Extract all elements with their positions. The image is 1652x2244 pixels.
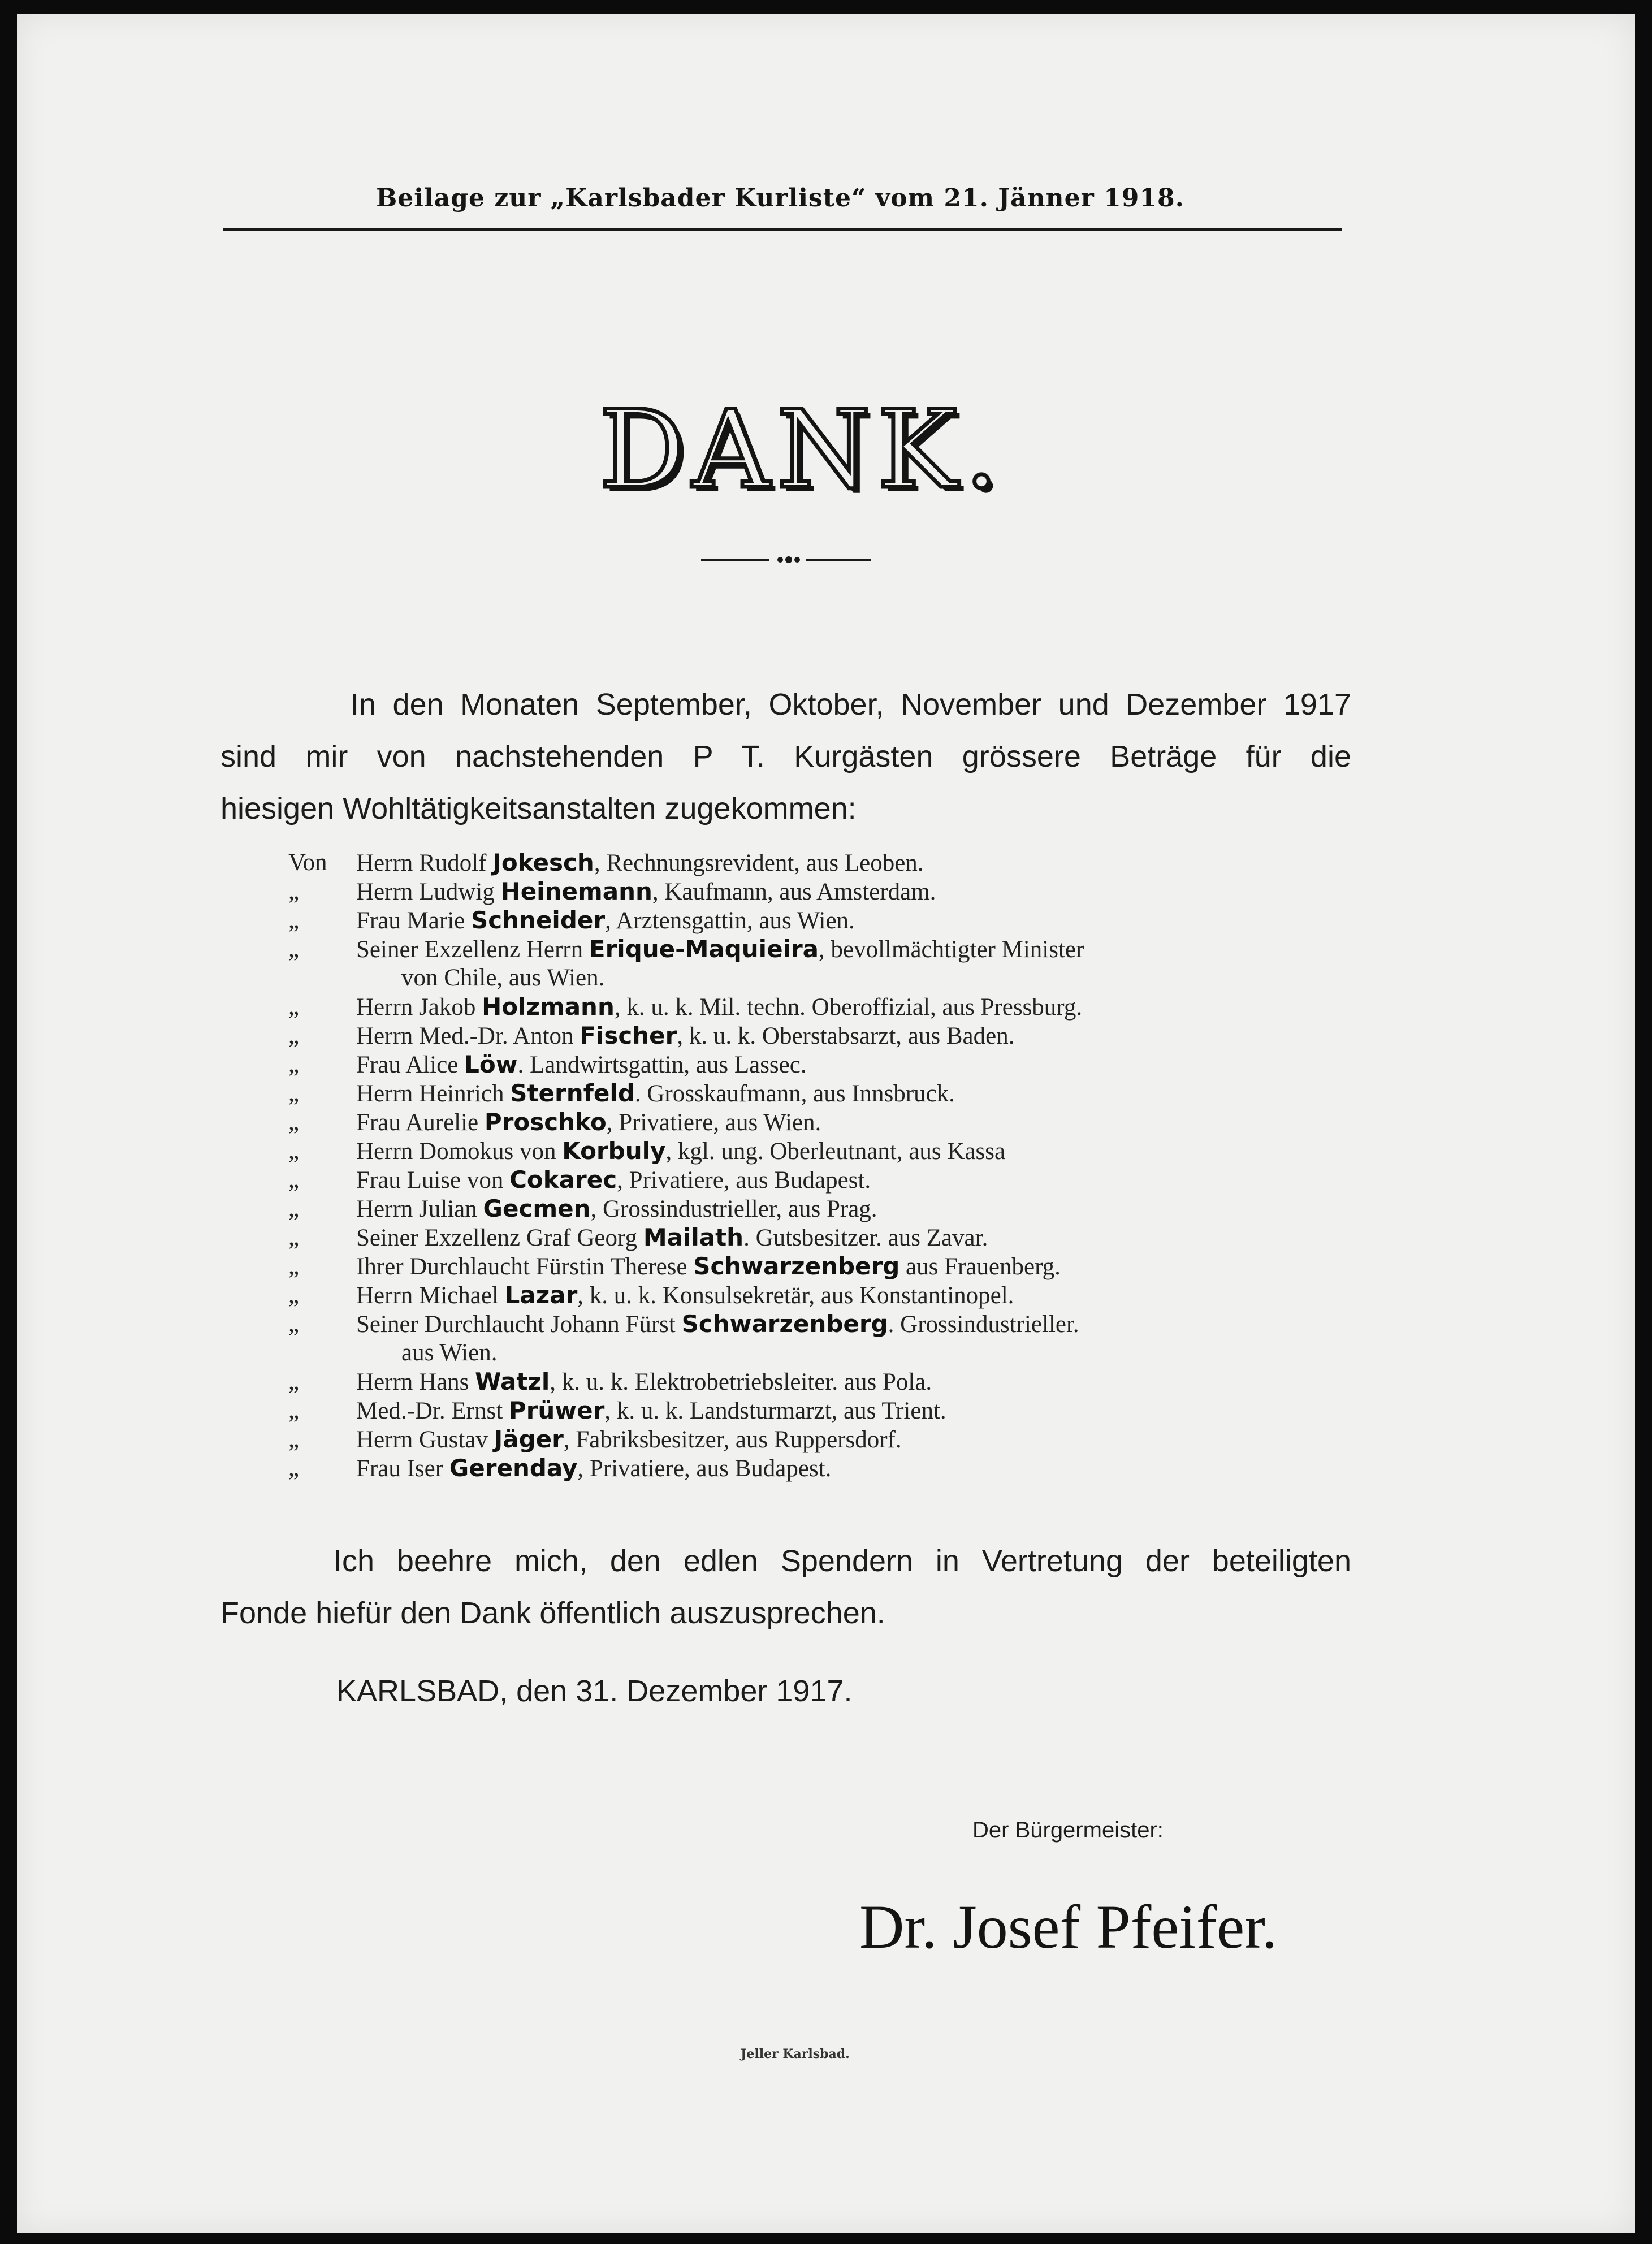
donor-surname: Jokesch [492,849,594,876]
donor-surname: Watzl [475,1368,550,1395]
donor-entry [288,848,1306,877]
donor-prefix: „ [288,907,300,933]
donor-entry [288,1281,1306,1309]
page-title: DANK. [599,387,1006,512]
donor-details: , Fabriksbesitzer, aus Ruppersdorf. [563,1426,902,1453]
intro-line-3: hiesigen Wohltätigkeitsanstalten zugekommen: [220,792,857,825]
donor-title: Herrn Gustav [356,1426,488,1453]
donor-title: Herrn Hans [356,1369,469,1395]
donor-details: , Privatiere, aus Budapest. [577,1455,832,1482]
donor-prefix: „ [288,1051,300,1078]
donor-title: Herrn Heinrich [356,1080,504,1107]
intro-line-1: In den Monaten September, Oktober, November und Dezember 1917 [351,688,1351,721]
donor-entry [288,1194,1306,1223]
donor-details: , Arztensgattin, aus Wien. [605,907,855,934]
intro-line-2: sind mir von nachstehenden P T. Kurgästen grössere Beträge für die [220,740,1351,773]
closing-line-1: Ich beehre mich, den edlen Spendern in Vertretung der beteiligten [334,1544,1351,1578]
donor-details: , bevollmächtigter Minister [819,936,1084,963]
donor-entry [288,1108,1306,1136]
donor-details: . Gutsbesitzer. aus Zavar. [743,1225,988,1251]
signature-name: Dr. Josef Pfeifer. [859,1892,1278,1961]
closing-line-2: Fonde hiefür den Dank öffentlich auszusprechen. [220,1596,885,1630]
donor-details: , Privatiere, aus Wien. [606,1109,821,1136]
donor-title: Frau Marie [356,907,465,934]
donor-title: Frau Aurelie [356,1109,479,1136]
donor-prefix: „ [288,1080,300,1106]
donor-entry [288,1425,1306,1454]
donor-title: Seiner Exzellenz Graf Georg [356,1225,638,1251]
donor-surname: Sternfeld [510,1079,635,1107]
donor-surname: Heinemann [500,877,652,905]
donor-list [288,848,1306,1482]
donor-entry-continuation [288,963,1306,992]
donor-text [356,1136,1005,1166]
donor-entry [288,1252,1306,1281]
donor-prefix: „ [288,1253,300,1279]
donor-text [356,1165,871,1195]
donor-title: Herrn Jakob [356,994,476,1021]
donor-entry [288,906,1306,935]
donor-surname: Schwarzenberg [681,1310,888,1338]
donor-title: Seiner Exzellenz Herrn [356,936,583,963]
donor-surname: Jäger [494,1425,564,1453]
donor-surname: Prüwer [508,1396,605,1424]
document-sheet [17,14,1635,2233]
donor-entry [288,935,1306,963]
donor-prefix: „ [288,1195,300,1222]
donor-title: Med.-Dr. Ernst [356,1398,503,1424]
donor-title: Herrn Med.-Dr. Anton [356,1023,574,1049]
donor-title: Frau Iser [356,1455,444,1482]
donor-surname: Löw [464,1050,518,1078]
donor-details: , Kaufmann, aus Amsterdam. [652,879,936,905]
donor-title: Herrn Michael [356,1282,499,1309]
donor-text [356,1194,877,1223]
donor-surname: Mailath [643,1223,744,1251]
ornament-divider [701,554,871,565]
donor-details: , k. u. k. Oberstabsarzt, aus Baden. [677,1023,1015,1049]
donor-entry [288,1079,1306,1108]
donor-prefix: „ [288,1282,300,1308]
header-rule [223,228,1342,231]
donor-text [356,1454,831,1483]
donor-surname: Korbuly [562,1137,666,1165]
donor-entry [288,1309,1306,1338]
donor-title: Ihrer Durchlaucht Fürstin Therese [356,1253,687,1280]
donor-entry [288,992,1306,1021]
donor-surname: Holzmann [482,993,615,1021]
donor-title: Herrn Rudolf [356,850,487,876]
donor-text [356,1079,955,1108]
signature-label: Der Bürgermeister: [972,1818,1164,1843]
donor-entry [288,1165,1306,1194]
donor-text [356,1050,807,1079]
donor-text [356,1021,1014,1050]
printer-imprint: Jeller Karlsbad. [741,2047,850,2061]
donor-prefix: Von [288,849,327,876]
donor-text [356,1396,946,1425]
donor-details: , Grossindustrieller, aus Prag. [590,1196,877,1222]
donor-text [356,1281,1014,1310]
date-line: KARLSBAD, den 31. Dezember 1917. [336,1674,853,1708]
donor-surname: Schwarzenberg [693,1252,900,1280]
donor-title: Herrn Domokus von [356,1138,556,1165]
donor-continuation: aus Wien. [401,1339,498,1366]
donor-prefix: „ [288,936,300,962]
donor-title: Frau Alice [356,1052,459,1078]
donor-surname: Fischer [580,1022,677,1049]
donor-surname: Erique-Maquieira [589,935,819,963]
donor-prefix: „ [288,1397,300,1424]
closing-paragraph [220,1535,1351,1639]
donor-details: , k. u. k. Elektrobetriebsleiter. aus Pola. [550,1369,932,1395]
donor-details: , k. u. k. Konsulsekretär, aus Konstantinopel. [577,1282,1014,1309]
donor-title: Herrn Julian [356,1196,477,1222]
donor-entry [288,877,1306,906]
donor-text [356,1252,1061,1281]
donor-prefix: „ [288,1138,300,1164]
donor-prefix: „ [288,1368,300,1395]
donor-prefix: „ [288,1426,300,1452]
donor-prefix: „ [288,1311,300,1337]
donor-text [356,1425,902,1454]
donor-text [356,1367,932,1396]
donor-entry [288,1367,1306,1396]
donor-surname: Gecmen [483,1195,591,1222]
donor-prefix: „ [288,1022,300,1049]
donor-prefix: „ [288,1455,300,1481]
donor-text [356,877,936,906]
donor-prefix: „ [288,878,300,905]
donor-prefix: „ [288,1109,300,1135]
donor-details: , Privatiere, aus Budapest. [617,1167,871,1194]
donor-text [356,848,924,877]
donor-prefix: „ [288,993,300,1020]
donor-title: Frau Luise von [356,1167,504,1194]
donor-entry [288,1223,1306,1252]
donor-entry [288,1454,1306,1482]
donor-surname: Gerenday [449,1454,578,1482]
donor-surname: Proschko [484,1108,607,1136]
donor-details: , k. u. k. Mil. techn. Oberoffizial, aus Pressburg. [614,994,1083,1021]
donor-entry [288,1396,1306,1425]
donor-details: , k. u. k. Landsturmarzt, aus Trient. [604,1398,946,1424]
donor-surname: Cokarec [509,1166,617,1194]
supplement-header: Beilage zur „Karlsbader Kurliste“ vom 21. Jänner 1918. [376,184,1184,213]
donor-text [356,1223,988,1252]
donor-prefix: „ [288,1224,300,1251]
donor-text [356,935,1084,964]
donor-continuation: von Chile, aus Wien. [401,965,605,991]
donor-text [356,906,855,935]
donor-prefix: „ [288,1166,300,1193]
donor-details: , kgl. ung. Oberleutnant, aus Kassa [665,1138,1006,1165]
donor-details: , Rechnungsrevident, aus Leoben. [594,850,924,876]
donor-surname: Lazar [504,1281,578,1309]
donor-title: Seiner Durchlaucht Johann Fürst [356,1311,676,1338]
donor-details: aus Frauenberg. [899,1253,1061,1280]
donor-text [356,1309,1079,1339]
donor-title: Herrn Ludwig [356,879,495,905]
donor-entry [288,1021,1306,1050]
intro-paragraph [220,678,1351,835]
donor-surname: Schneider [471,906,606,934]
donor-text [356,992,1082,1022]
donor-entry [288,1050,1306,1079]
donor-entry [288,1136,1306,1165]
donor-details: . Landwirtsgattin, aus Lassec. [517,1052,807,1078]
donor-entry-continuation [288,1338,1306,1367]
donor-text [356,1108,821,1137]
donor-details: . Grossindustrieller. [888,1311,1079,1338]
donor-details: . Grosskaufmann, aus Innsbruck. [634,1080,955,1107]
